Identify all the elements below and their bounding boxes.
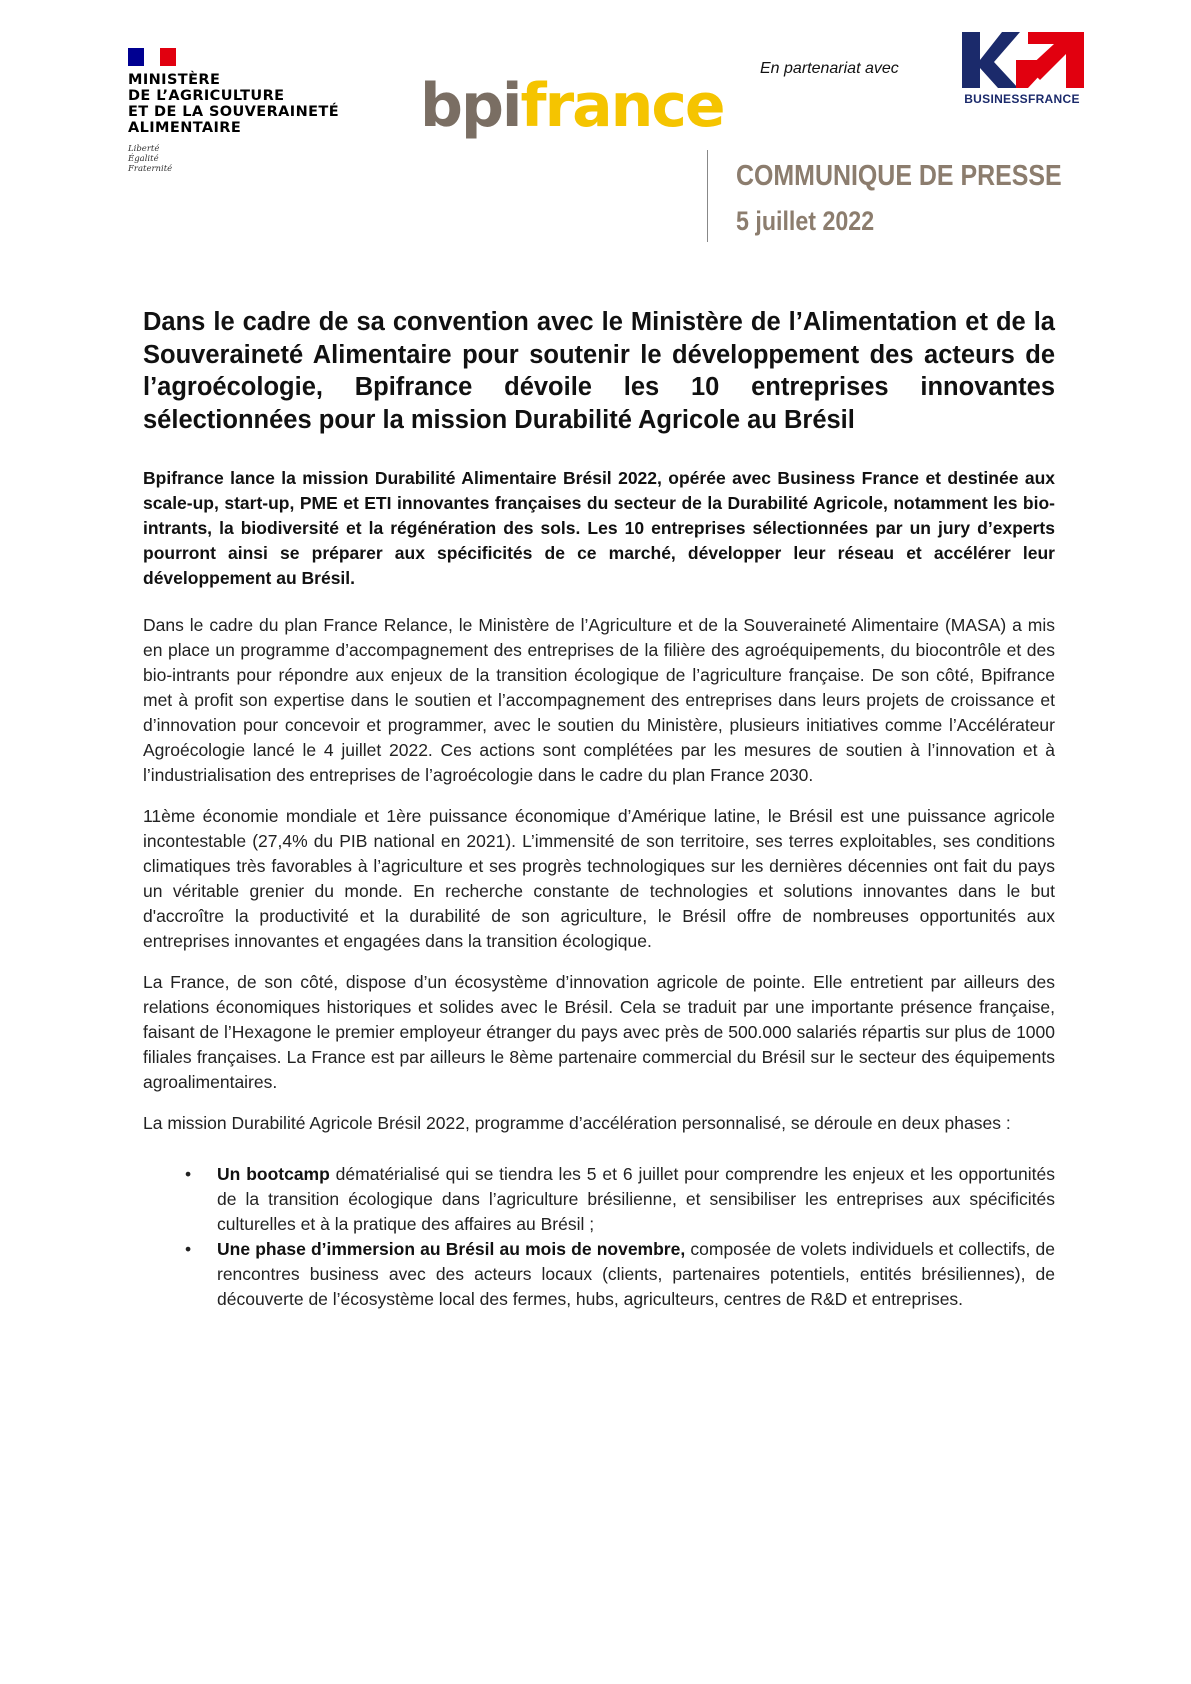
partner-label: En partenariat avec: [760, 60, 899, 77]
phases-list: [143, 1162, 1055, 1312]
lead-paragraph: Bpifrance lance la mission Durabilité Alimentaire Brésil 2022, opérée avec Business France et destinée aux scale-up, start-up, PME et ETI innovantes françaises du secteur de la Durabilité Agricole, notamment les bio-intrants, la biodiversité et la régénération des sols. Les 10 entreprises sélectionnées par un jury d’experts pourront ainsi se préparer aux spécificités de ce marché, développer leur réseau et accélérer leur développement au Brésil.: [143, 468, 1055, 588]
french-flag-icon: [128, 48, 176, 66]
article-body: [143, 306, 1055, 1312]
paragraph: Dans le cadre du plan France Relance, le Ministère de l’Agriculture et de la Souveraineté Alimentaire (MASA) a mis en place un programme d’accompagnement des entreprises de la filière des agroéquipements, du biocontrôle et des bio-intrants pour répondre aux enjeux de la transition écologique de l’agriculture française. De son côté, Bpifrance met à profit son expertise dans le soutien et l’accompagnement des entreprises dans leurs projets de croissance et d’innovation pour concevoir et programmer, avec le soutien du Ministère, plusieurs initiatives comme l’Accélérateur Agroécologie lancé le 4 juillet 2022. Ces actions sont complétées par les mesures de soutien à l’innovation et à l’industrialisation des entreprises de l’agroécologie dans le cadre du plan France 2030.: [143, 615, 1055, 785]
ministry-logo: [128, 48, 368, 174]
header-divider: [707, 150, 708, 242]
bullet-icon: •: [185, 1164, 192, 1184]
businessfrance-wordmark: BUSINESSFRANCE: [964, 92, 1080, 106]
list-item: • Un bootcamp dématérialisé qui se tiendra les 5 et 6 juillet pour comprendre les enjeux et les opportunités de la transition écologique dans l’agriculture brésilienne, et sensibiliser les entreprises aux spécificités culturelles et à la pratique des affaires au Brésil ;: [185, 1164, 1055, 1234]
businessfrance-emblem-icon: [958, 30, 1086, 90]
press-release-date: 5 juillet 2022: [736, 206, 875, 236]
bullet-icon: •: [185, 1239, 192, 1259]
press-release-title: COMMUNIQUE DE PRESSE: [736, 160, 1062, 192]
paragraph: 11ème économie mondiale et 1ère puissance économique d’Amérique latine, le Brésil est une puissance agricole incontestable (27,4% du PIB national en 2021). L’immensité de son territoire, ses terres exploitables, ses conditions climatiques très favorables à l’agriculture et ses progrès technologiques sur les dernières décennies ont fait du pays un véritable grenier du monde. En recherche constante de technologies et solutions innovantes dans le but d'accroître la productivité et la durabilité de son agriculture, le Brésil offre de nombreuses opportunités aux entreprises innovantes et engagées dans la transition écologique.: [143, 806, 1055, 951]
paragraph: La mission Durabilité Agricole Brésil 2022, programme d’accélération personnalisé, se déroule en deux phases :: [143, 1113, 1011, 1133]
paragraph: La France, de son côté, dispose d’un écosystème d’innovation agricole de pointe. Elle entretient par ailleurs des relations économiques historiques et solides avec le Brésil. Cela se traduit par une importante présence française, faisant de l’Hexagone le premier employeur étranger du pays avec près de 500.000 salariés répartis sur plus de 1000 filiales françaises. La France est par ailleurs le 8ème partenaire commercial du Brésil sur le secteur des équipements agroalimentaires.: [143, 972, 1055, 1092]
businessfrance-logo: [958, 30, 1086, 106]
ministry-name: MINISTÈRE DE L’AGRICULTURE ET DE LA SOUVERAINETÉ ALIMENTAIRE: [128, 72, 340, 136]
list-item: • Une phase d’immersion au Brésil au mois de novembre, composée de volets individuels et collectifs, de rencontres business avec des acteurs locaux (clients, partenaires potentiels, entités brésiliennes), de découverte de l’écosystème local des fermes, hubs, agriculteurs, centres de R&D et entreprises.: [185, 1239, 1055, 1309]
republic-motto: Liberté Égalité Fraternité: [128, 144, 173, 174]
headline: Dans le cadre de sa convention avec le Ministère de l’Alimentation et de la Souveraineté Alimentaire pour soutenir le développement des acteurs de l’agroécologie, Bpifrance dévoile les 10 entreprises innovantes sélectionnées pour la mission Durabilité Agricole au Brésil: [143, 308, 1055, 434]
bpifrance-logo: bpifrance: [420, 71, 724, 141]
